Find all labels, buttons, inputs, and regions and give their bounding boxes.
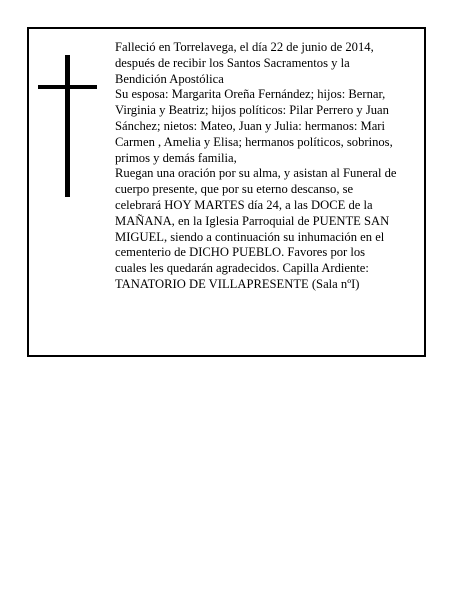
cross-vertical-bar	[65, 55, 70, 197]
notice-line: Ruegan una oración por su alma, y asistan al Funeral de	[115, 166, 397, 181]
notice-line: Bendición Apostólica	[115, 71, 224, 86]
notice-line: TANATORIO DE VILLAPRESENTE (Sala nºI)	[115, 276, 360, 291]
notice-line: MAÑANA, en la Iglesia Parroquial de PUENTE SAN	[115, 213, 390, 228]
notice-line: celebrará HOY MARTES día 24, a las DOCE de la	[115, 197, 373, 212]
notice-line: cementerio de DICHO PUEBLO. Favores por los	[115, 245, 366, 260]
obituary-text	[115, 40, 420, 293]
notice-line: MIGUEL, siendo a continuación su inhumación en el	[115, 229, 385, 244]
notice-line: después de recibir los Santos Sacramentos y la	[115, 55, 350, 70]
notice-line: Falleció en Torrelavega, el día 22 de junio de 2014,	[115, 40, 374, 54]
notice-line: cuerpo presente, que por su eterno descanso, se	[115, 182, 354, 197]
notice-line: Sánchez; nietos: Mateo, Juan y Julia: hermanos: Mari	[115, 118, 386, 133]
notice-line: Su esposa: Margarita Oreña Fernández; hijos: Bernar,	[115, 87, 386, 102]
notice-line: Carmen , Amelia y Elisa; hermanos políticos, sobrinos,	[115, 134, 393, 149]
notice-line: Virginia y Beatriz; hijos políticos: Pilar Perrero y Juan	[115, 103, 389, 118]
notice-line: cuales les quedarán agradecidos. Capilla Ardiente:	[115, 261, 369, 276]
notice-line: primos y demás familia,	[115, 150, 237, 165]
cross-horizontal-bar	[38, 85, 97, 89]
